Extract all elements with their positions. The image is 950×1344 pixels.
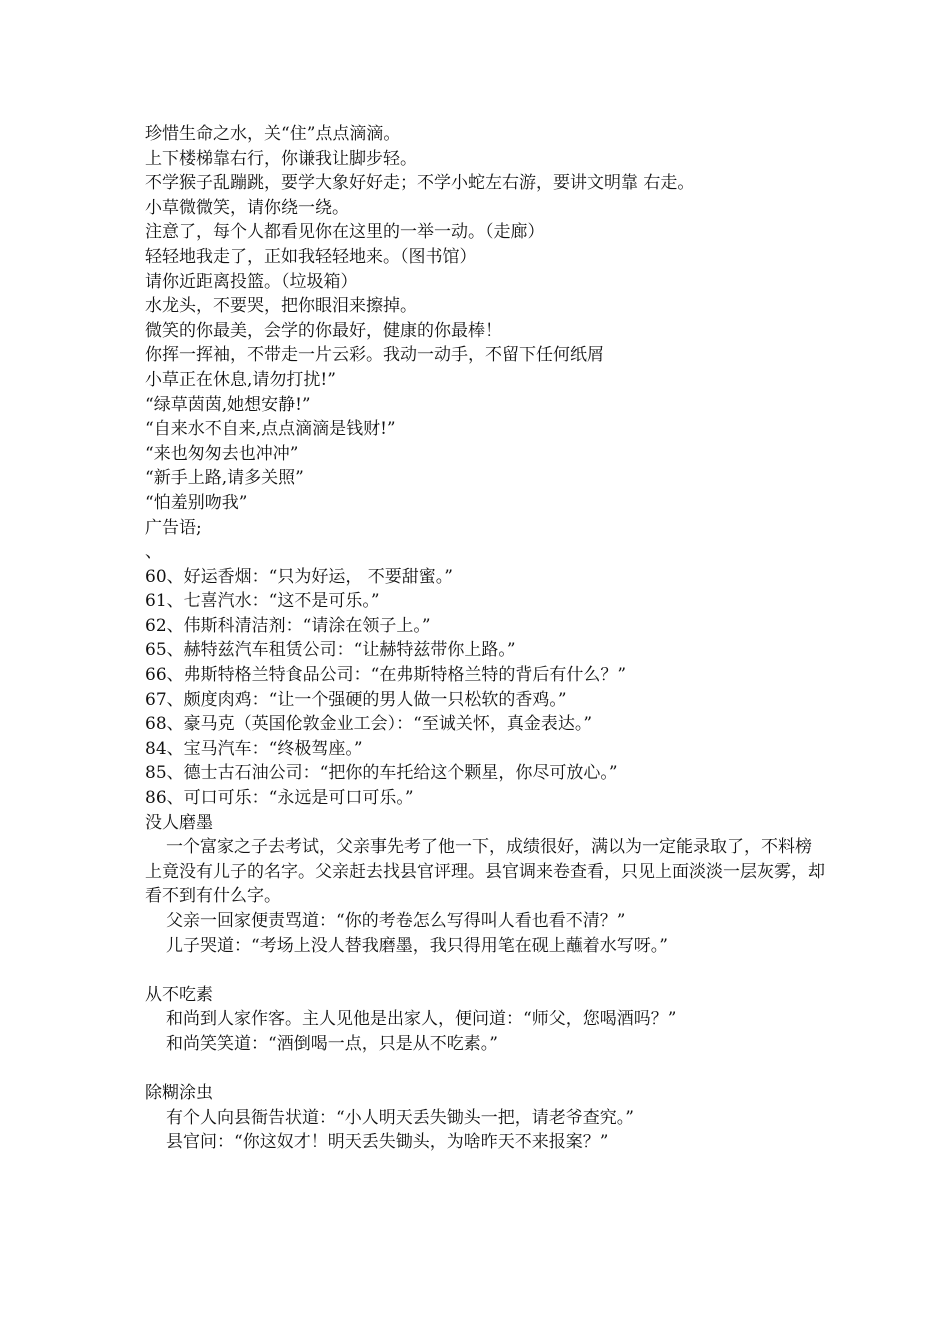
section-heading: 广告语; <box>145 517 202 538</box>
story-line: 儿子哭道：“考场上没人替我磨墨，我只得用笔在砚上蘸着水写呀。” <box>166 935 668 956</box>
slogan-line: “新手上路,请多关照” <box>145 468 304 489</box>
ad-slogan-line: 62、伟斯科清洁剂：“请涂在领子上。” <box>145 615 431 636</box>
ad-slogan-line: 84、宝马汽车：“终极驾座。” <box>145 738 363 759</box>
slogan-line: “绿草茵茵,她想安静!” <box>145 394 311 415</box>
story-line: 和尚笑笑道：“酒倒喝一点，只是从不吃素。” <box>166 1033 498 1054</box>
story-line: 县官问：“你这奴才！明天丢失锄头，为啥昨天不来报案？” <box>166 1132 609 1153</box>
story-paragraph: 一个富家之子去考试，父亲事先考了他一下，成绩很好，满以为一定能录取了，不料榜 <box>166 837 812 858</box>
ad-slogan-line: 65、赫特兹汽车租赁公司：“让赫特兹带你上路。” <box>145 640 516 661</box>
slogan-line: 上下楼梯靠右行，你谦我让脚步轻。 <box>145 148 417 169</box>
slogan-line: 轻轻地我走了，正如我轻轻地来。（图书馆） <box>145 246 477 267</box>
blank-line <box>145 1057 825 1082</box>
slogan-line: 小草微微笑，请你绕一绕。 <box>145 197 349 218</box>
story-title: 除糊涂虫 <box>145 1083 213 1104</box>
ad-slogan-line: 66、弗斯特格兰特食品公司：“在弗斯特格兰特的背后有什么？” <box>145 665 627 686</box>
slogan-line: 你挥一挥袖，不带走一片云彩。我动一动手，不留下任何纸屑 <box>145 345 604 366</box>
ad-slogan-line: 67、颇度肉鸡：“让一个强硬的男人做一只松软的香鸡。” <box>145 689 567 710</box>
slogan-line: 珍惜生命之水，关“住”点点滴滴。 <box>145 124 401 144</box>
slogan-line: 水龙头，不要哭，把你眼泪来擦掉。 <box>145 296 417 317</box>
story-line: 有个人向县衙告状道：“小人明天丢失锄头一把，请老爷查究。” <box>166 1107 634 1128</box>
story-paragraph-cont: 上竟没有儿子的名字。父亲赶去找县官评理。县官调来卷查看，只见上面淡淡一层灰雾，却 <box>145 861 825 882</box>
ad-slogan-line: 86、可口可乐：“永远是可口可乐。” <box>145 788 414 809</box>
ad-slogan-line: 85、德士古石油公司：“把你的车托给这个颗星，你尽可放心。” <box>145 763 618 784</box>
slogan-line: 微笑的你最美，会学的你最好，健康的你最棒！ <box>145 320 502 341</box>
slogan-line: “自来水不自来,点点滴滴是钱财!” <box>145 419 396 440</box>
story-title: 从不吃素 <box>145 984 213 1005</box>
slogan-line: “怕羞别吻我” <box>145 492 248 513</box>
story-line: 和尚到人家作客。主人见他是出家人，便问道：“师父，您喝酒吗？” <box>166 1009 677 1030</box>
slogan-line: 不学猴子乱蹦跳，要学大象好好走；不学小蛇左右游，要讲文明靠 右走。 <box>145 173 695 194</box>
slogan-line: 小草正在休息,请勿打扰!” <box>145 369 336 390</box>
blank-line <box>145 958 825 983</box>
slogan-line: “来也匆匆去也冲冲” <box>145 443 299 464</box>
story-paragraph-cont: 看不到有什么字。 <box>145 886 281 907</box>
ad-slogan-line: 60、好运香烟：“只为好运， 不要甜蜜。” <box>145 566 453 587</box>
story-title: 没人磨墨 <box>145 812 213 833</box>
stray-mark: 、 <box>145 542 162 563</box>
ad-slogan-line: 61、七喜汽水：“这不是可乐。” <box>145 591 380 612</box>
story-line: 父亲一回家便责骂道：“你的考卷怎么写得叫人看也看不清？” <box>166 911 626 931</box>
ad-slogan-line: 68、豪马克（英国伦敦金业工会）：“至诚关怀，真金表达。” <box>145 714 593 735</box>
slogan-line: 注意了，每个人都看见你在这里的一举一动。（走廊） <box>145 222 545 243</box>
slogan-line: 请你近距离投篮。（垃圾箱） <box>145 271 358 292</box>
document-body <box>145 122 825 1155</box>
